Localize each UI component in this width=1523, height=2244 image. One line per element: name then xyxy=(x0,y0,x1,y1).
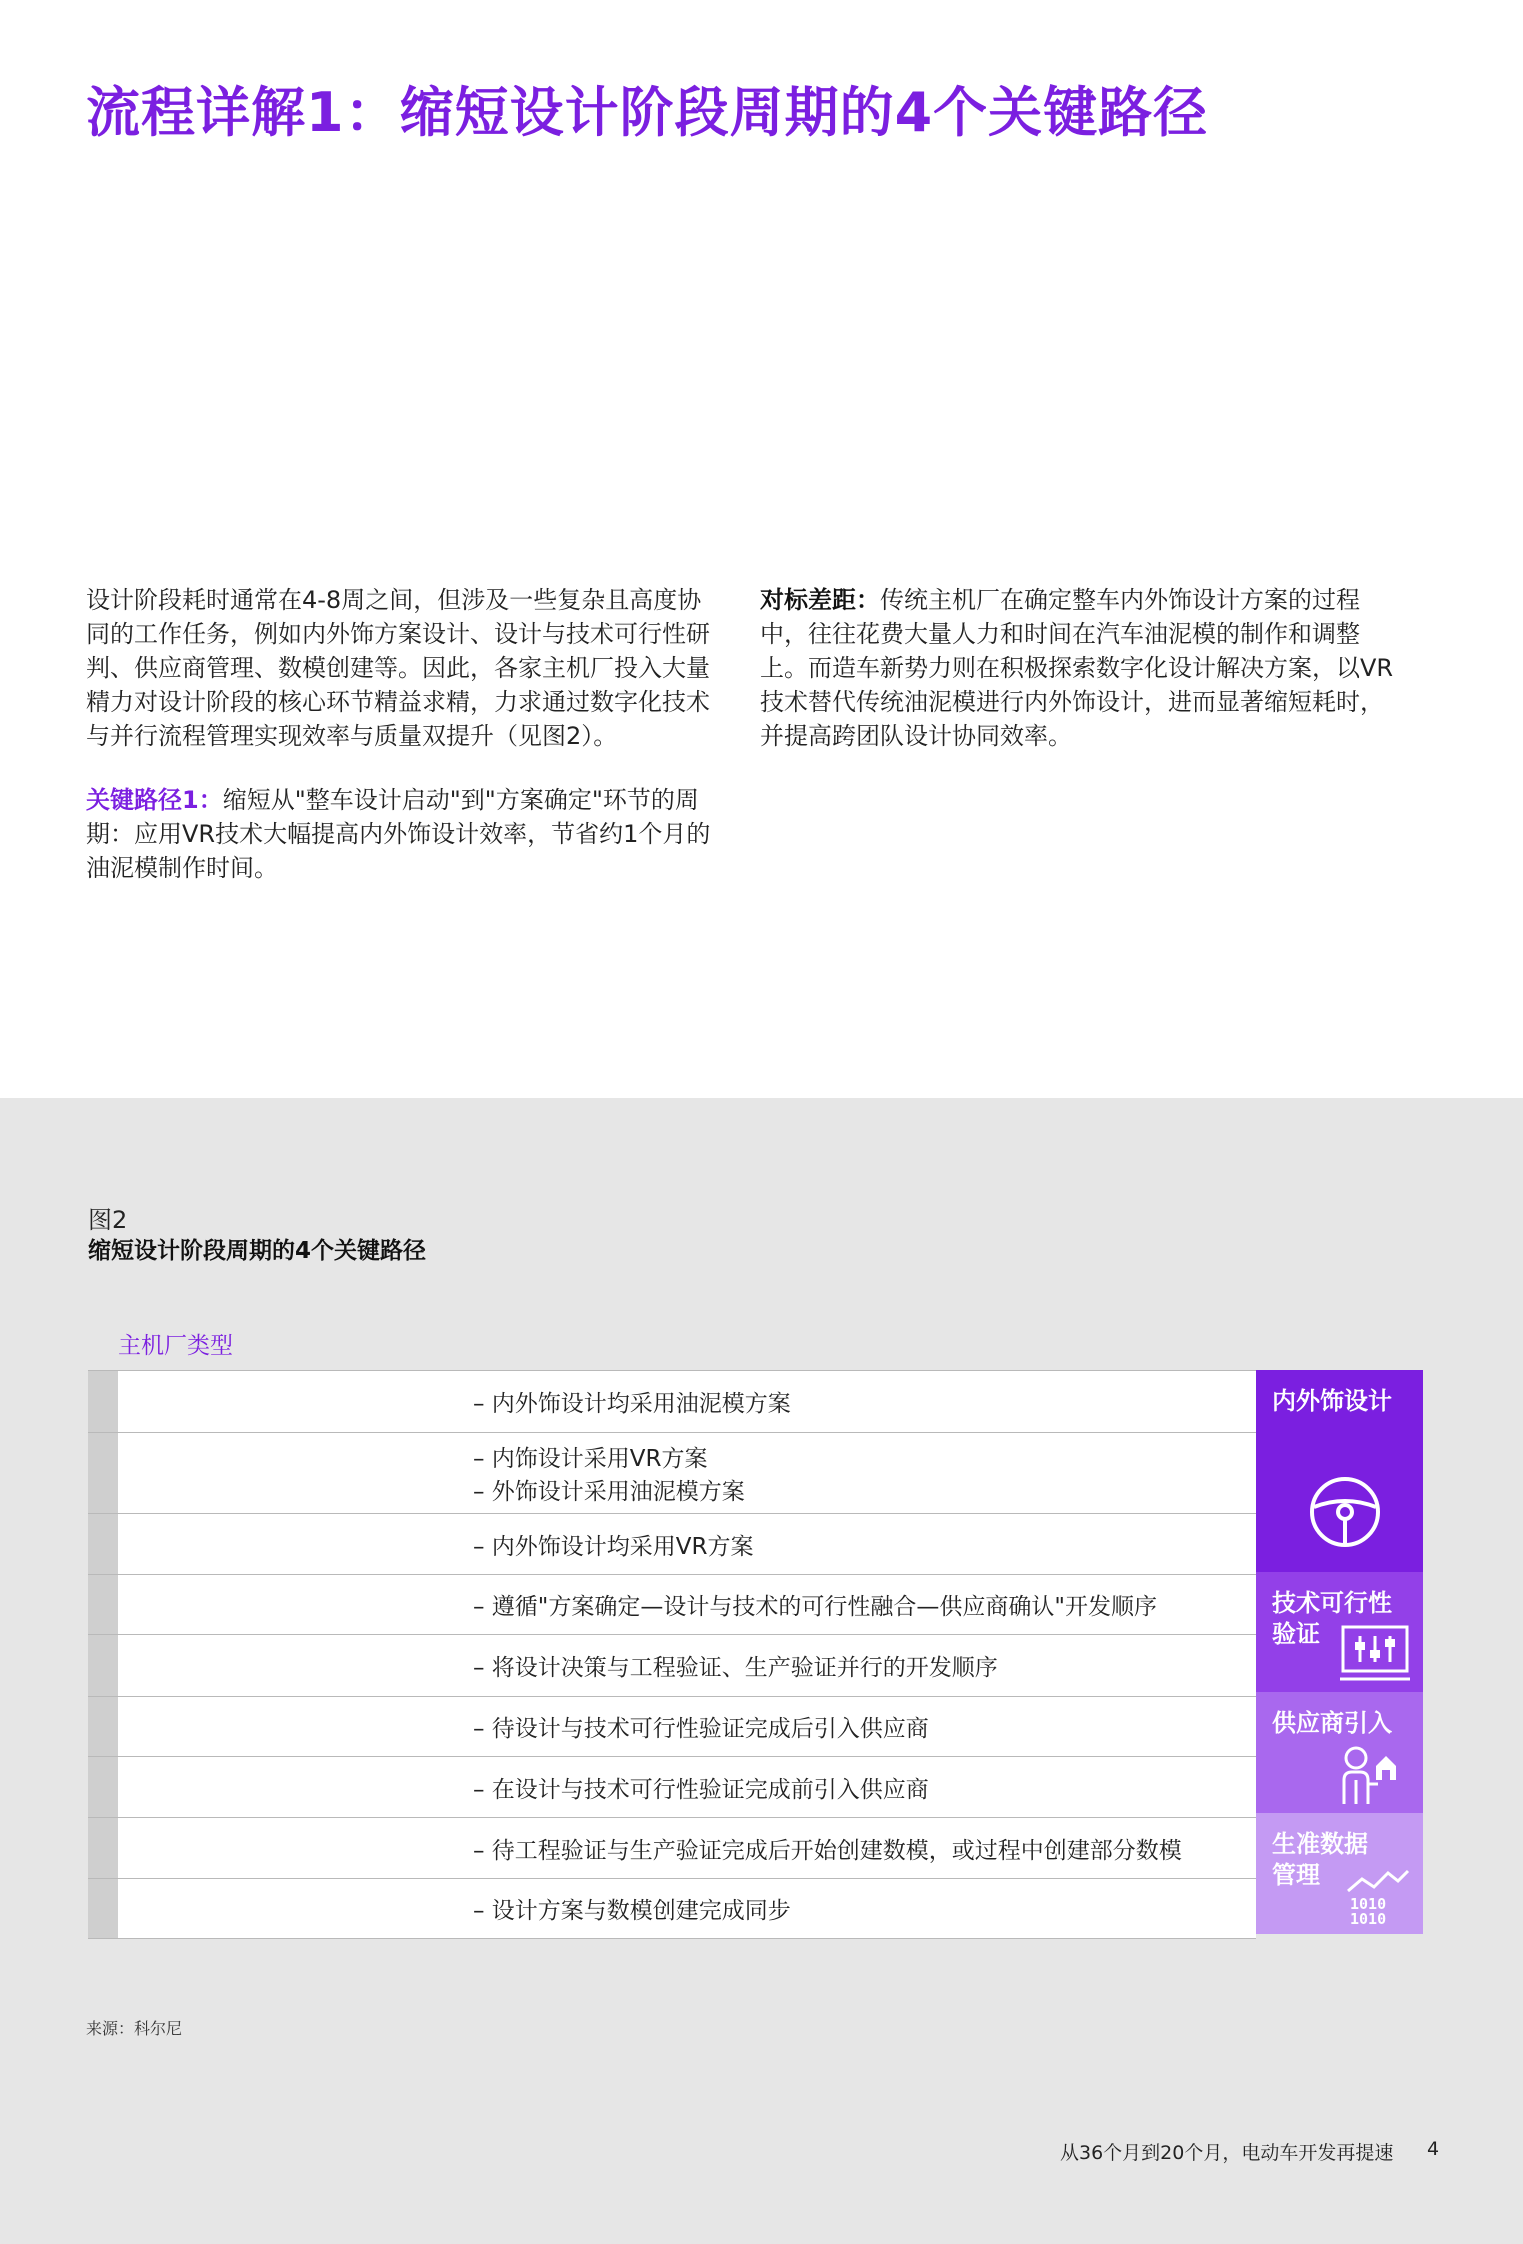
category-supplier-introduction xyxy=(1256,1692,1423,1813)
key-path-label: 关键路径1： xyxy=(86,786,223,814)
table-row xyxy=(88,1370,1256,1433)
category-interior-exterior-design xyxy=(1256,1370,1423,1572)
category-label-line: 技术可行性 xyxy=(1272,1589,1392,1617)
desc-line: – 将设计决策与工程验证、生产验证并行的开发顺序 xyxy=(473,1655,998,1681)
source-note: 来源：科尔尼 xyxy=(86,2019,183,2038)
supplier-handshake-icon xyxy=(1338,1744,1404,1806)
key-path-table xyxy=(88,1370,1256,1939)
table-row xyxy=(88,1433,1256,1514)
svg-text:1010: 1010 xyxy=(1350,1910,1387,1925)
page-number: 4 xyxy=(1427,2138,1440,2160)
table-row xyxy=(88,1514,1256,1575)
desc-cell xyxy=(118,1635,1256,1696)
benchmark-text: 传统主机厂在确定整车内外饰设计方案的过程中，往往花费大量人力和时间在汽车油泥模的制作和调整上。而造车新势力则在积极探索数字化设计解决方案，以VR技术替代传统油泥模进行内外饰设计，进而显著缩短耗时，并提高跨团队设计协同效率。 xyxy=(760,586,1394,750)
figure-number: 图2 xyxy=(88,1206,128,1234)
desc-line: – 待工程验证与生产验证完成后开始创建数模，或过程中创建部分数模 xyxy=(473,1837,1182,1864)
table-row xyxy=(88,1757,1256,1818)
desc-cell xyxy=(118,1697,1256,1756)
desc-cell xyxy=(118,1371,1256,1432)
category-label: 供应商引入 xyxy=(1272,1709,1392,1737)
figure-title: 缩短设计阶段周期的4个关键路径 xyxy=(88,1238,427,1264)
desc-cell xyxy=(118,1818,1256,1878)
steering-wheel-icon xyxy=(1308,1475,1382,1549)
category-label: 内外饰设计 xyxy=(1272,1387,1392,1415)
desc-line: – 设计方案与数模创建完成同步 xyxy=(473,1898,791,1924)
desc-cell xyxy=(118,1879,1256,1938)
table-row xyxy=(88,1879,1256,1939)
table-row xyxy=(88,1697,1256,1757)
desc-line: – 内外饰设计均采用VR方案 xyxy=(473,1533,754,1560)
desc-line: – 遵循"方案确定—设计与技术的可行性融合—供应商确认"开发顺序 xyxy=(473,1594,1157,1620)
desc-line: – 在设计与技术可行性验证完成前引入供应商 xyxy=(473,1776,929,1803)
key-path-text: 缩短从"整车设计启动"到"方案确定"环节的周期：应用VR技术大幅提高内外饰设计效率，节省约1个月的油泥模制作时间。 xyxy=(86,786,711,882)
page-title: 流程详解1：缩短设计阶段周期的4个关键路径 xyxy=(86,81,1209,144)
desc-cell xyxy=(118,1757,1256,1817)
desc-line: – 外饰设计采用油泥模方案 xyxy=(473,1479,745,1505)
desc-cell xyxy=(118,1514,1256,1574)
oem-type-header: 主机厂类型 xyxy=(118,1333,233,1359)
left-column xyxy=(86,583,722,915)
table-row xyxy=(88,1575,1256,1635)
desc-line: – 内外饰设计均采用油泥模方案 xyxy=(473,1391,791,1417)
right-column xyxy=(760,583,1400,783)
monitor-controls-icon xyxy=(1340,1624,1410,1682)
table-row xyxy=(88,1635,1256,1697)
category-label-line: 生准数据 xyxy=(1272,1830,1368,1858)
svg-text:1010: 1010 xyxy=(1350,1895,1387,1913)
category-column xyxy=(1256,1370,1423,1934)
key-path-paragraph xyxy=(86,783,722,885)
desc-line: – 待设计与技术可行性验证完成后引入供应商 xyxy=(473,1716,929,1742)
desc-line: – 内饰设计采用VR方案 xyxy=(473,1446,708,1472)
category-production-data-management xyxy=(1256,1813,1423,1934)
binary-data-icon xyxy=(1346,1869,1410,1925)
benchmark-paragraph xyxy=(760,583,1400,753)
intro-paragraph: 设计阶段耗时通常在4-8周之间，但涉及一些复杂且高度协同的工作任务，例如内外饰方案设计、设计与技术可行性研判、供应商管理、数模创建等。因此，各家主机厂投入大量精力对设计阶段的核心环节精益求精，力求通过数字化技术与并行流程管理实现效率与质量双提升（见图2）。 xyxy=(86,586,710,750)
desc-cell xyxy=(118,1575,1256,1634)
category-label-line: 管理 xyxy=(1272,1861,1320,1889)
category-technical-feasibility xyxy=(1256,1572,1423,1692)
benchmark-label: 对标差距： xyxy=(760,586,880,614)
category-label-line: 验证 xyxy=(1272,1620,1320,1648)
footer-title: 从36个月到20个月，电动车开发再提速 xyxy=(1060,2142,1394,2164)
table-row xyxy=(88,1818,1256,1879)
desc-cell xyxy=(118,1433,1256,1513)
